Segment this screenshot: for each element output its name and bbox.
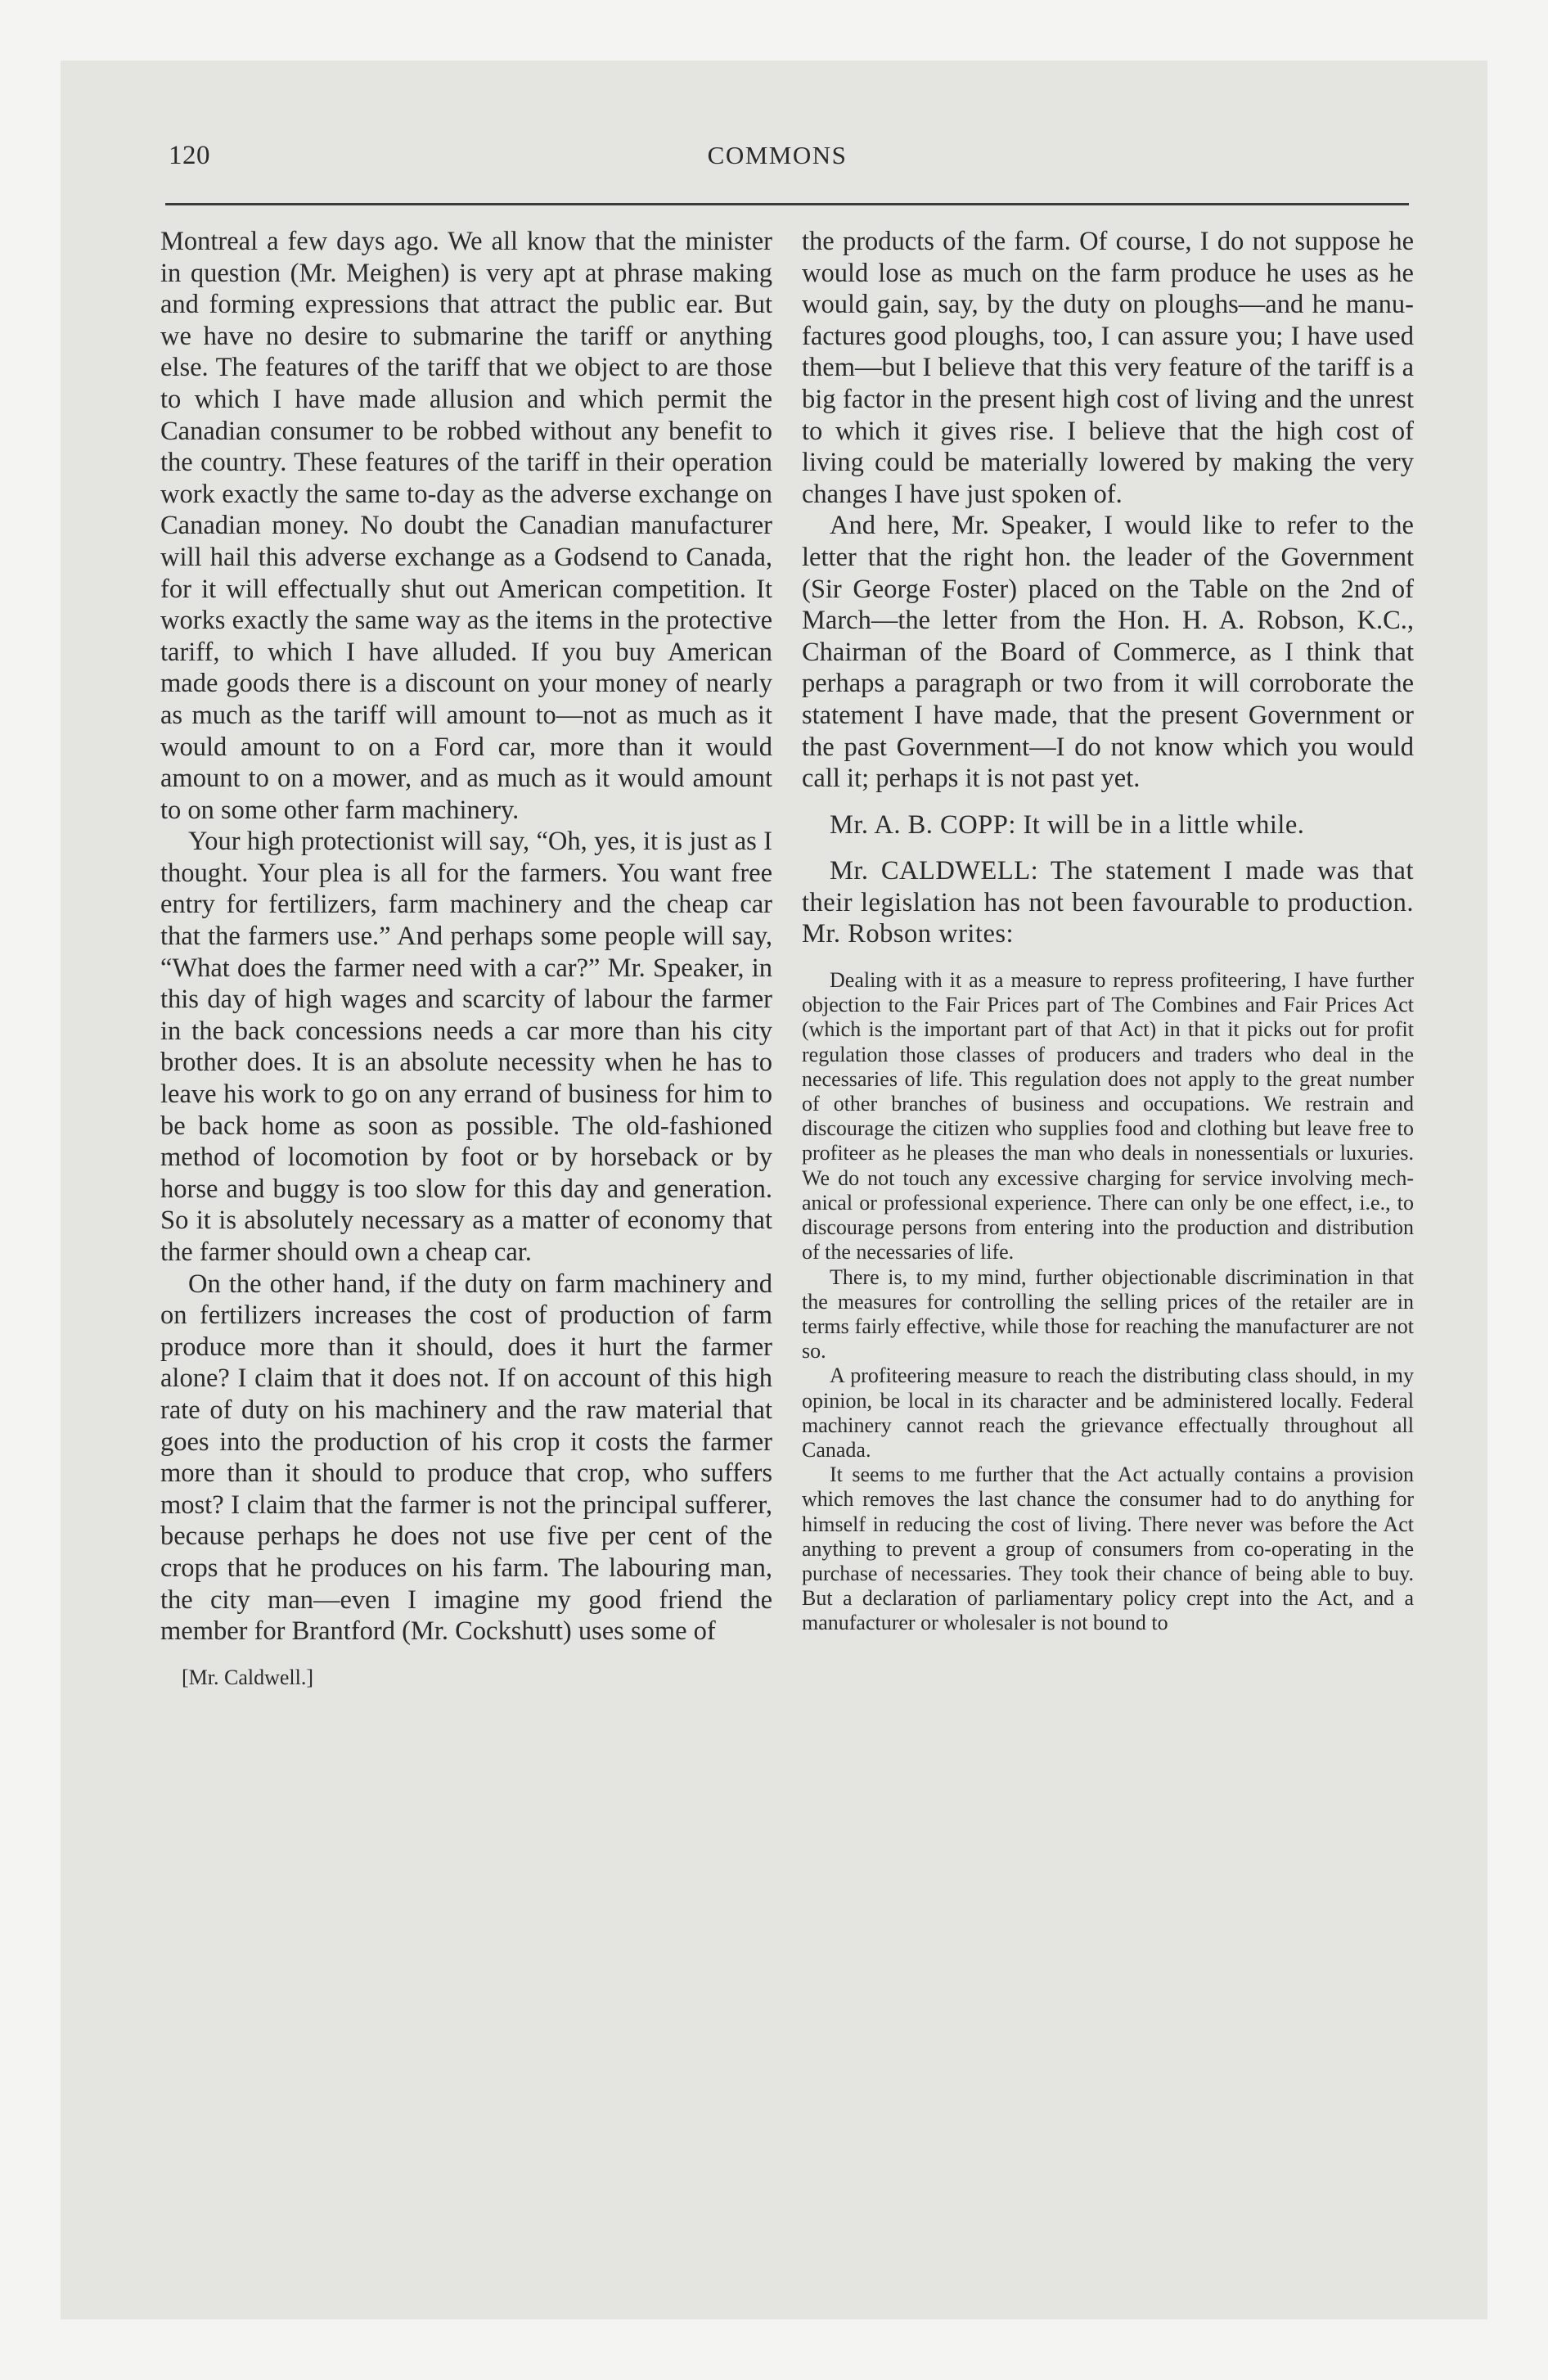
quote-paragraph: A profiteering measure to reach the distributing class should, in my opinion, be local in its character and be administered locally. Federal machinery cannot reach the grievance effectually throughout all Canada.	[802, 1364, 1414, 1462]
quoted-letter	[802, 968, 1414, 1635]
speaker-paragraph: Mr. A. B. COPP: It will be in a little while.	[830, 809, 1305, 840]
paragraph: On the other hand, if the duty on farm machinery and on fertilizers increases the cost of production of farm produce more than it should, does it hurt the farmer alone? I claim that it does not. If on account of this high rate of duty on his machinery and the raw material that goes into the production of his crop it costs the farmer more than it should to produce that crop, who suffers most? I claim that the farmer is not the principal sufferer, because perhaps he does not use five per cent of the crops that he produces on his farm. The labouring man, the city man—even I imagine my good friend the member for Brantford (Mr. Cockshutt) uses some of	[160, 1269, 772, 1647]
quote-paragraph: Dealing with it as a measure to repress profiteering, I have further objection to the Fair Prices part of The Combines and Fair Prices Act (which is the important part of that Act) in that it picks out for profit regulation those classes of producers and traders who deal in the necessaries of life. This regulation does not apply to the great number of other branches of business and occupations. We restrain and discourage the citizen who supplies food and clothing but leave free to profiteer as he pleases the man who deals in nonessentials or luxuries. We do not touch any excessive charging for service involving mechanical or professional experience. There can only be one effect, i.e., to discourage persons from entering into the production and distribution of the necessaries of life.	[802, 968, 1414, 1264]
page-number: 120	[169, 141, 210, 170]
speaker-footer-tag: [Mr. Caldwell.]	[182, 1665, 314, 1689]
header-rule	[165, 203, 1409, 205]
paragraph: Your high protectionist will say, “Oh, yes, it is just as I thought. Your plea is all for the farmers. You want free entry for fertilizers, farm machinery and the cheap car that the farmers use.” And perhaps some people will say, “What does the farmer need with a car?” Mr. Speaker, in this day of high wages and scarcity of labour the farmer in the back concessions needs a car more than his city brother does. It is an absolute necessity when he has to leave his work to go on any errand of business for him to be back home as soon as possible. The old-fashioned method of locomotion by foot or by horseback or by horse and buggy is too slow for this day and generation. So it is absolutely necessary as a matter of economy that the farmer should own a cheap car.	[160, 827, 772, 1267]
speaker-paragraph: Mr. CALDWELL: The statement I made was that their legislation has not been favourable to production. Mr. Robson writes:	[802, 856, 1414, 949]
right-column	[802, 226, 1414, 1636]
running-head: COMMONS	[707, 141, 848, 169]
page-header	[106, 141, 1448, 182]
paragraph: the products of the farm. Of course, I do not suppose he would lose as much on the farm produce he uses as he would gain, say, by the duty on ploughs—and he manufactures good ploughs, too, I can assure you; I have used them—but I believe that this very feature of the tariff is a big factor in the present high cost of living and the unrest to which it gives rise. I believe that the high cost of living could be materially lowered by making the very changes I have just spoken of.	[802, 227, 1414, 509]
quote-paragraph: There is, to my mind, further objectionable discrimination in that the measures for controlling the selling prices of the retailer are in terms fairly effective, while those for reaching the manufacturer are not so.	[802, 1264, 1414, 1364]
paragraph: Montreal a few days ago. We all know that the minister in question (Mr. Meighen) is very apt at phrase making and forming expressions that attract the public ear. But we have no desire to submarine the tariff or anything else. The features of the tariff that we object to are those to which I have made allusion and which permit the Canadian consumer to be robbed without any benefit to the country. These features of the tariff in their operation work exactly the same to-day as the adverse exchange on Canadian money. No doubt the Canadian manufacturer will hail this adverse exchange as a Godsend to Canada, for it will effectually shut out American competition. It works exactly the same way as the items in the protective tariff, to which I have alluded. If you buy American made goods there is a discount on your money of nearly as much as the tariff will amount to—not as much as it would amount to on a Ford car, more than it would amount to on a mower, and as much as it would amount to on some other farm machinery.	[160, 227, 772, 825]
left-column	[160, 226, 772, 1693]
quote-paragraph: It seems to me further that the Act actually contains a provision which removes the last chance the consumer had to do anything for himself in reducing the cost of living. There never was before the Act anything to prevent a group of consumers from co-operating in the purchase of necessaries. They took their chance of being able to buy. But a declaration of parliamentary policy crept into the Act, and a manufacturer or wholesaler is not bound to	[802, 1463, 1414, 1635]
paragraph: And here, Mr. Speaker, I would like to refer to the letter that the right hon. the leader of the Government (Sir George Foster) placed on the Table on the 2nd of March—the letter from the Hon. H. A. Robson, K.C., Chairman of the Board of Commerce, as I think that perhaps a paragraph or two from it will corroborate the statement I have made, that the present Government or the past Government—I do not know which you would call it; perhaps it is not past yet.	[802, 511, 1414, 794]
